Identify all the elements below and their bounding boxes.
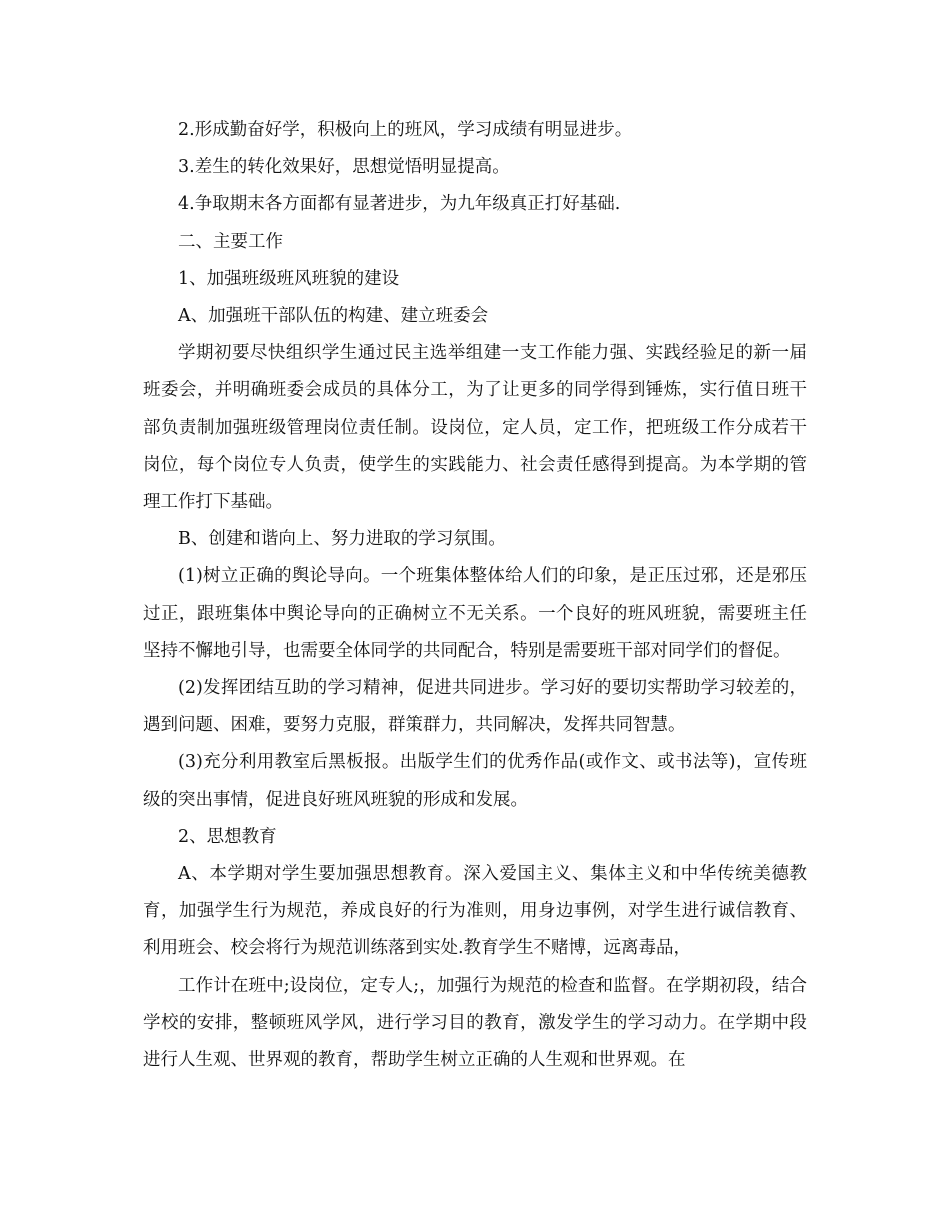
paragraph-goal-4: 4.争取期末各方面都有显著进步，为九年级真正打好基础. (178, 194, 621, 215)
paragraph-item-3: (3)充分利用教室后黑板报。出版学生们的优秀作品(或作文、或书法等)，宣传班级的突出事情，促进良好班风班貌的形成和发展。 (143, 752, 807, 810)
paragraph-goal-2: 2.形成勤奋好学，积极向上的班风，学习成绩有明显进步。 (178, 120, 633, 140)
paragraph-item-1: (1)树立正确的舆论导向。一个班集体整体给人们的印象，是正压过邪，还是邪压过正，跟班集体中舆论导向的正确树立不无关系。一个良好的班风班貌，需要班主任坚持不懈地引导，也需要全体同学的共同配合，特别是需要班干部对同学们的督促。 (143, 566, 807, 661)
subheading-class-committee: A、加强班干部队伍的构建、建立班委会 (178, 306, 489, 327)
paragraph-goal-3: 3.差生的转化效果好，思想觉悟明显提高。 (178, 157, 510, 178)
subheading-learning-atmosphere: B、创建和谐向上、努力进取的学习氛围。 (178, 529, 506, 550)
document-body (143, 112, 807, 1079)
subheading-class-style: 1、加强班级班风班貌的建设 (178, 268, 400, 289)
subheading-ideological-education: 2、思想教育 (178, 826, 277, 847)
paragraph-education-a: A、本学期对学生要加强思想教育。深入爱国主义、集体主义和中华传统美德教育，加强学生行为规范，养成良好的行为准则，用身边事例，对学生进行诚信教育、利用班会、校会将行为规范训练落到实处.教育学生不赌博，远离毒品， (143, 864, 807, 959)
paragraph-item-2: (2)发挥团结互助的学习精神，促进共同进步。学习好的要切实帮助学习较差的，遇到问题、困难，要努力克服，群策群力，共同解决，发挥共同智慧。 (143, 678, 807, 736)
section-heading-main-work: 二、主要工作 (178, 231, 283, 252)
paragraph-work-plan: 工作计在班中;设岗位，定专人;，加强行为规范的检查和监督。在学期初段，结合学校的安排，整顿班风学风，进行学习目的教育，激发学生的学习动力。在学期中段进行人生观、世界观的教育，帮助学生树立正确的人生观和世界观。在 (143, 975, 807, 1071)
paragraph-committee-body: 学期初要尽快组织学生通过民主选举组建一支工作能力强、实践经验足的新一届班委会，并明确班委会成员的具体分工，为了让更多的同学得到锤炼，实行值日班干部负责制加强班级管理岗位责任制。设岗位，定人员，定工作，把班级工作分成若干岗位，每个岗位专人负责，使学生的实践能力、社会责任感得到提高。为本学期的管理工作打下基础。 (143, 343, 807, 513)
